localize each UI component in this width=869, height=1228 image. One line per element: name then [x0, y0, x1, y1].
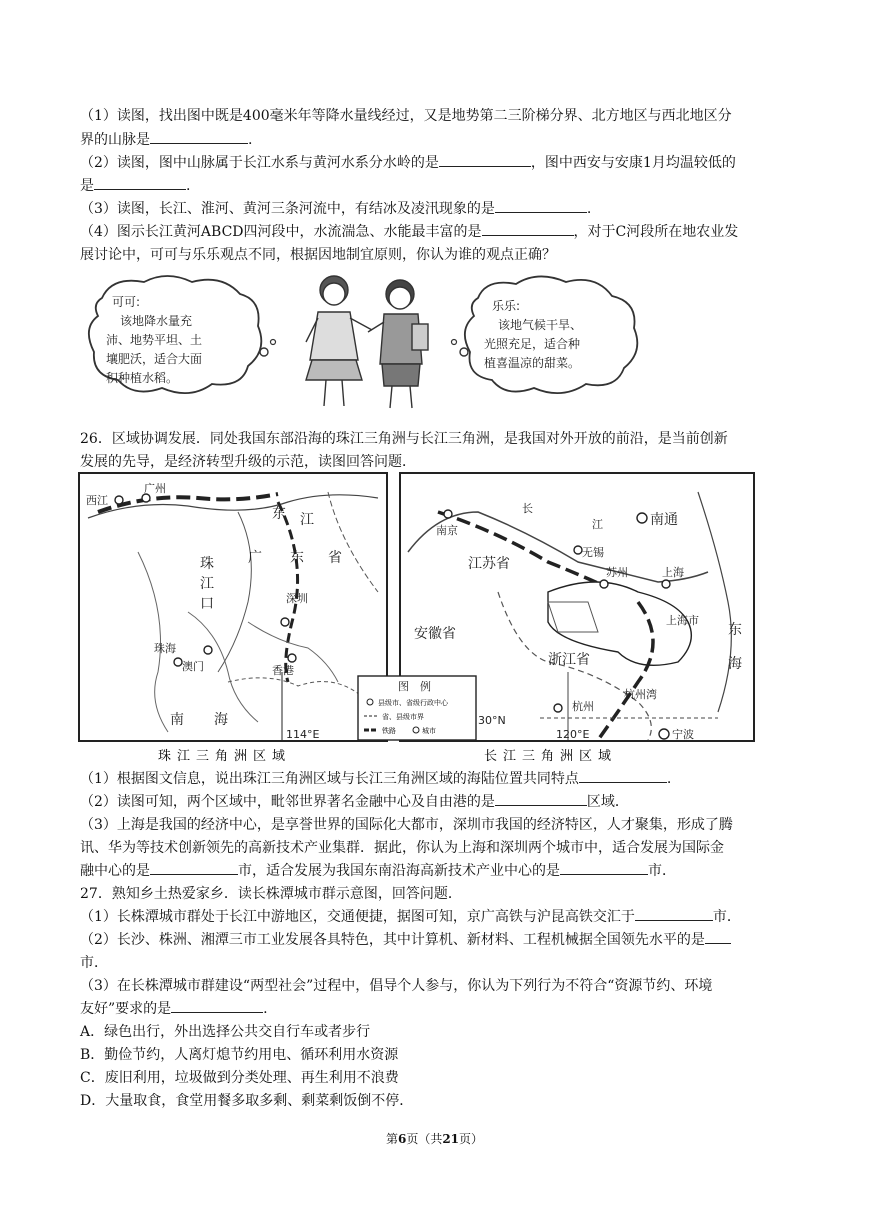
map-label: 安徽省	[414, 626, 456, 642]
q27-option-a: A．绿色出行，外出选择公共交自行车或者步行	[80, 1024, 371, 1040]
map-legend	[358, 676, 476, 740]
bubble-left-line: 壤肥沃，适合大面	[106, 352, 203, 366]
answer-blank[interactable]	[560, 860, 648, 875]
answer-blank[interactable]	[150, 860, 238, 875]
map-label: 上海市	[666, 614, 699, 627]
q26-part2: （2）读图可知，两个区域中，毗邻世界著名金融中心及自由港的是 区域．	[80, 791, 629, 813]
map-label: 珠	[200, 556, 214, 572]
bubble-left-line: 可可:	[112, 295, 141, 309]
q25-part4-line2: 展讨论中，可可与乐乐观点不同，根据因地制宜原则，你认为谁的观点正确？	[80, 247, 556, 263]
girl-figure	[306, 276, 372, 406]
q27-option-d: D．大量取食，食堂用餐多取多剩、剩菜剩饭倒不停．	[80, 1093, 414, 1109]
answer-blank[interactable]	[635, 906, 713, 921]
map-label: 澳门	[182, 660, 204, 673]
map-label: 深圳	[286, 592, 308, 605]
map-label: 香港	[272, 664, 294, 677]
map-label: 114°E	[286, 728, 320, 741]
legend-item: 县级市、省级行政中心	[378, 699, 448, 707]
page-footer: 第6页（共21页）	[385, 1132, 484, 1146]
left-thought-bubble	[89, 276, 276, 393]
legend-title: 图 例	[398, 680, 431, 693]
map-label: 宁波	[672, 728, 694, 741]
map-label: 口	[200, 596, 214, 612]
answer-blank[interactable]	[495, 791, 587, 806]
q26-part3-line3: 融中心的是 市，适合发展为我国东南沿海高新技术产业中心的是 市．	[80, 860, 676, 882]
map-label: 南	[170, 712, 184, 728]
map-label: 广	[248, 550, 262, 566]
map-label: 杭州湾	[624, 688, 657, 701]
q26-part3-line2: 讯、华为等技术创新领先的高新技术产业集群．据此，你认为上海和深圳两个城市中，适合发展为国际金	[80, 840, 724, 856]
answer-blank[interactable]	[171, 998, 263, 1013]
bubble-right-line: 植喜温凉的甜菜。	[484, 356, 581, 370]
map-label: 海	[728, 656, 742, 672]
q27-part1: （1）长株潭城市群处于长江中游地区，交通便捷，据图可知，京广高铁与沪昆高铁交汇于 市．	[80, 906, 741, 928]
answer-blank[interactable]	[579, 768, 667, 783]
map-label: 江	[592, 518, 603, 531]
page-total: 21	[442, 1132, 460, 1146]
map-label: 东	[290, 550, 304, 566]
delta-maps-figure	[78, 472, 758, 764]
pearl-river-delta-map	[79, 473, 387, 764]
kids-discussion-illustration	[82, 268, 652, 416]
bubble-right-line: 光照充足，适合种	[484, 337, 581, 351]
q26-part3-line1: （3）上海是我国的经济中心，是享誉世界的国际化大都市，深圳市我国的经济特区，人才聚集，形成了腾	[80, 817, 733, 833]
answer-blank[interactable]	[439, 152, 531, 167]
answer-blank[interactable]	[482, 221, 574, 236]
bubble-right-line: 该地气候干旱、	[498, 318, 583, 332]
q27-part2-line1: （2）长沙、株洲、湘潭三市工业发展各具特色，其中计算机、新材料、工程机械据全国领先水平的是	[80, 929, 731, 951]
map-label: 广州	[144, 482, 166, 495]
q27-part3-line2: 友好”要求的是 .	[80, 998, 268, 1020]
map-label: 西江	[86, 494, 108, 507]
q26-intro-line1: 26．区域协调发展．同处我国东部沿海的珠江三角洲与长江三角洲，是我国对外开放的前沿，是当前创新	[80, 431, 728, 447]
q25-part4-line1: （4）图示长江黄河ABCD四河段中，水流湍急、水能最丰富的是 ，对于C河段所在地农业发	[80, 221, 738, 243]
bubble-left-line: 该地降水量充	[120, 314, 193, 328]
legend-item: 城市	[422, 727, 436, 735]
q25-part2-line2: 是 .	[80, 175, 190, 197]
legend-item: 铁路	[382, 727, 396, 735]
map-label: 无锡	[582, 546, 604, 559]
bubble-left-line: 积种植水稻。	[106, 371, 179, 385]
map-label: 南通	[650, 512, 678, 528]
bubble-right-line: 乐乐:	[492, 299, 521, 313]
map-label: 杭州	[572, 700, 594, 713]
left-map-caption: 珠江三角洲区域	[158, 749, 292, 764]
map-label: 南京	[436, 524, 458, 537]
q25-part3: （3）读图，长江、淮河、黄河三条河流中，有结冰及凌汛现象的是 .	[80, 198, 591, 220]
map-label: 海	[214, 712, 228, 728]
q27-part3-line1: （3）在长株潭城市群建设“两型社会”过程中，倡导个人参与，你认为下列行为不符合“资源节约、环境	[80, 978, 713, 994]
bubble-left-line: 沛、地势平坦、土	[106, 333, 203, 347]
map-label: 江	[200, 576, 214, 592]
map-label: 长	[522, 502, 533, 515]
map-label: 东	[272, 506, 286, 522]
map-label: 苏州	[606, 566, 628, 579]
map-label: 30°N	[478, 714, 506, 727]
q25-part1-line2: 界的山脉是 .	[80, 129, 252, 151]
answer-blank[interactable]	[150, 129, 248, 144]
q27-intro: 27．熟知乡土热爱家乡．读长株潭城市群示意图，回答问题．	[80, 886, 462, 902]
q27-option-c: C．废旧利用，垃圾做到分类处理、再生利用不浪费	[80, 1070, 399, 1086]
map-label: 珠海	[154, 642, 176, 655]
map-label: 江苏省	[468, 556, 510, 572]
yangtze-river-delta-map	[358, 473, 754, 764]
map-label: 浙江省	[548, 652, 590, 668]
answer-blank[interactable]	[495, 198, 587, 213]
q25-part1-line1: （1）读图，找出图中既是400毫米年等降水量线经过，又是地势第二三阶梯分界、北方地区与西北地区分	[80, 108, 732, 124]
legend-item: 省、县级市界	[382, 713, 424, 721]
answer-blank[interactable]	[94, 175, 186, 190]
right-map-caption: 长江三角洲区域	[484, 749, 618, 764]
map-label: 120°E	[556, 728, 590, 741]
map-label: 江	[300, 512, 314, 528]
right-thought-bubble	[452, 276, 638, 393]
boy-figure	[368, 280, 428, 408]
q25-part2-line1: （2）读图，图中山脉属于长江水系与黄河水系分水岭的是 ，图中西安与安康1月均温较低的	[80, 152, 736, 174]
q27-part2-line2: 市．	[80, 955, 108, 971]
map-label: 东	[728, 622, 742, 638]
map-label: 省	[328, 550, 342, 566]
map-label: 上海	[662, 566, 684, 579]
q25-part1-text: 界的山脉是	[80, 132, 150, 148]
page-number: 6	[397, 1132, 407, 1146]
answer-blank[interactable]	[705, 929, 731, 944]
q26-part1: （1）根据图文信息，说出珠江三角洲区域与长江三角洲区域的海陆位置共同特点 .	[80, 768, 671, 790]
q26-intro-line2: 发展的先导，是经济转型升级的示范，读图回答问题．	[80, 454, 416, 470]
q27-option-b: B．勤俭节约，人离灯熄节约用电、循环利用水资源	[80, 1047, 399, 1063]
